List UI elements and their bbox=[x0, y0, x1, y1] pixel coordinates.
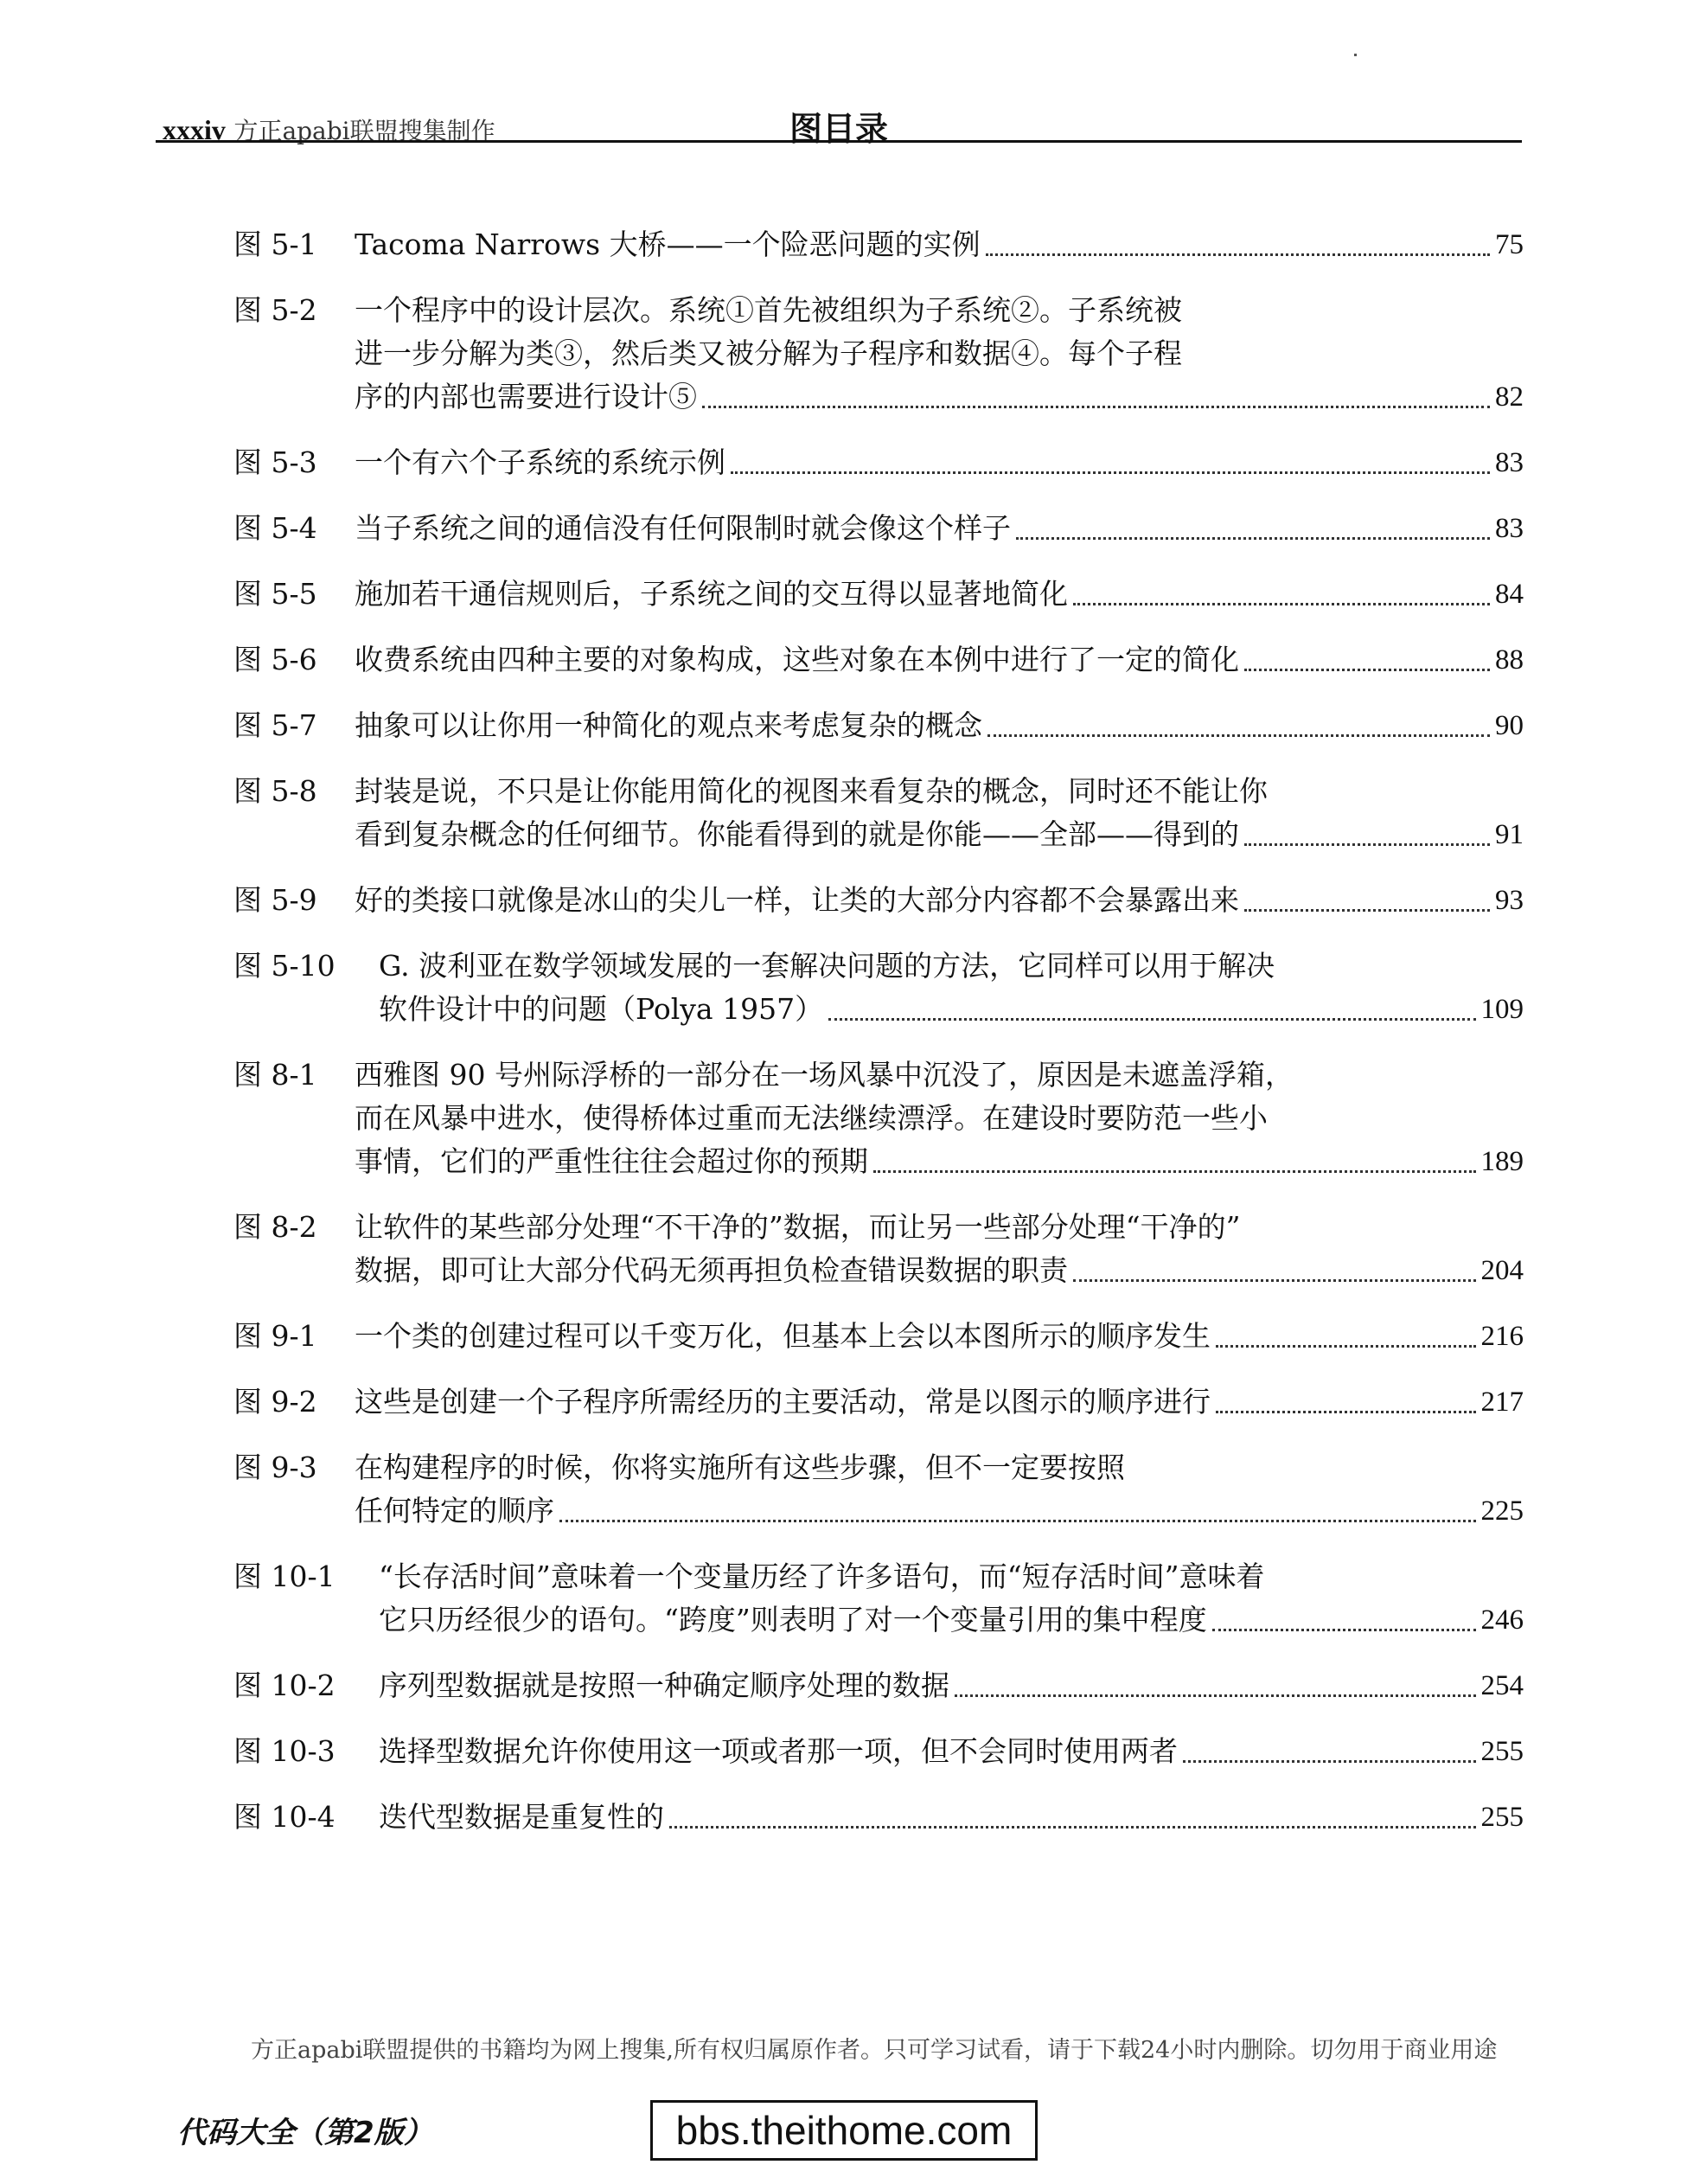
caption-text: 好的类接口就像是冰山的尖儿一样，让类的大部分内容都不会暴露出来 bbox=[355, 883, 1239, 917]
caption-line bbox=[355, 1380, 1524, 1424]
caption-line: 西雅图 90 号州际浮桥的一部分在一场风暴中沉没了，原因是未遮盖浮箱， bbox=[355, 1058, 1294, 1092]
caption-line bbox=[355, 573, 1524, 616]
figure-label: 图 9-2 bbox=[233, 1385, 317, 1419]
caption-text: 看到复杂概念的任何细节。你能看得到的就是你能——全部——得到的 bbox=[355, 817, 1239, 851]
caption-line bbox=[355, 1315, 1524, 1358]
figure-label: 图 10-4 bbox=[233, 1800, 336, 1834]
figure-label: 图 9-1 bbox=[233, 1319, 317, 1353]
page-ref: 217 bbox=[1480, 1387, 1524, 1418]
caption-text: 序的内部也需要进行设计⑤ bbox=[355, 380, 697, 413]
caption-text: 任何特定的顺序 bbox=[355, 1494, 554, 1528]
caption-text: Tacoma Narrows 大桥——一个险恶问题的实例 bbox=[355, 227, 981, 261]
caption-text: 序列型数据就是按照一种确定顺序处理的数据 bbox=[379, 1668, 949, 1702]
caption-text: 软件设计中的问题（Polya 1957） bbox=[379, 992, 824, 1026]
caption-line bbox=[355, 813, 1524, 856]
toc-entry[interactable] bbox=[233, 1555, 1524, 1642]
toc-entry[interactable] bbox=[233, 1730, 1524, 1773]
scan-speck bbox=[1354, 54, 1357, 56]
toc-entry[interactable] bbox=[233, 507, 1524, 550]
toc-entry[interactable] bbox=[233, 1206, 1524, 1292]
caption-text: 迭代型数据是重复性的 bbox=[379, 1800, 664, 1834]
toc-entry[interactable] bbox=[233, 879, 1524, 922]
figure-caption bbox=[379, 1555, 1524, 1642]
caption-text: 它只历经很少的语句。“跨度”则表明了对一个变量引用的集中程度 bbox=[379, 1603, 1207, 1636]
caption-text: 这些是创建一个子程序所需经历的主要活动，常是以图示的顺序进行 bbox=[355, 1385, 1211, 1419]
dot-leader bbox=[1216, 1345, 1476, 1348]
page-ref: 83 bbox=[1495, 447, 1524, 478]
dot-leader bbox=[828, 1018, 1475, 1021]
toc-entry[interactable] bbox=[233, 1446, 1524, 1533]
toc-entry[interactable] bbox=[233, 638, 1524, 682]
toc-entry[interactable] bbox=[233, 1054, 1524, 1183]
dot-leader bbox=[1244, 843, 1490, 846]
page-ref: 204 bbox=[1480, 1255, 1524, 1286]
figure-label: 图 10-3 bbox=[233, 1734, 336, 1768]
page-title: 图目录 bbox=[789, 110, 889, 148]
figure-caption bbox=[355, 1446, 1524, 1533]
figure-label: 图 5-8 bbox=[233, 774, 317, 808]
caption-text: 抽象可以让你用一种简化的观点来考虑复杂的概念 bbox=[355, 708, 982, 742]
figure-label: 图 5-10 bbox=[233, 949, 336, 983]
dot-leader bbox=[986, 253, 1490, 256]
figure-label: 图 5-6 bbox=[233, 643, 317, 676]
toc-entry[interactable] bbox=[233, 1796, 1524, 1839]
book-title: 代码大全（第2版） bbox=[177, 2116, 433, 2150]
header-divider bbox=[156, 140, 1522, 143]
figure-caption bbox=[355, 770, 1524, 856]
caption-line bbox=[355, 223, 1524, 266]
site-link[interactable]: bbs.theithome.com bbox=[650, 2100, 1038, 2161]
dot-leader bbox=[987, 734, 1490, 737]
caption-line bbox=[355, 1249, 1524, 1292]
dot-leader bbox=[1016, 537, 1490, 540]
dot-leader bbox=[669, 1826, 1476, 1829]
page-ref: 91 bbox=[1495, 819, 1524, 850]
toc-entry[interactable] bbox=[233, 945, 1524, 1031]
dot-leader bbox=[1244, 909, 1490, 912]
page-ref: 93 bbox=[1495, 885, 1524, 916]
caption-line bbox=[379, 988, 1524, 1031]
figure-caption bbox=[379, 1796, 1524, 1839]
figure-caption bbox=[355, 573, 1524, 616]
caption-text: 施加若干通信规则后，子系统之间的交互得以显著地简化 bbox=[355, 577, 1068, 611]
figure-caption bbox=[355, 441, 1524, 484]
caption-line bbox=[355, 879, 1524, 922]
page-ref: 82 bbox=[1495, 381, 1524, 413]
page-ref: 83 bbox=[1495, 513, 1524, 544]
toc-entry[interactable] bbox=[233, 441, 1524, 484]
caption-text: 收费系统由四种主要的对象构成，这些对象在本例中进行了一定的简化 bbox=[355, 643, 1239, 676]
dot-leader bbox=[1183, 1760, 1476, 1763]
figure-caption bbox=[355, 1315, 1524, 1358]
figure-list bbox=[233, 223, 1524, 1861]
page-ref: 254 bbox=[1480, 1670, 1524, 1701]
page-ref: 84 bbox=[1495, 579, 1524, 610]
figure-caption bbox=[379, 1730, 1524, 1773]
caption-line bbox=[379, 1796, 1524, 1839]
caption-line bbox=[355, 638, 1524, 682]
dot-leader bbox=[955, 1694, 1476, 1697]
caption-line bbox=[355, 441, 1524, 484]
figure-caption bbox=[355, 507, 1524, 550]
page-ref: 109 bbox=[1480, 994, 1524, 1025]
toc-entry[interactable] bbox=[233, 1380, 1524, 1424]
dot-leader bbox=[873, 1170, 1476, 1173]
dot-leader bbox=[702, 406, 1490, 408]
caption-line: “长存活时间”意味着一个变量历经了许多语句，而“短存活时间”意味着 bbox=[379, 1560, 1265, 1593]
figure-label: 图 8-1 bbox=[233, 1058, 317, 1092]
caption-line: 而在风暴中进水，使得桥体过重而无法继续漂浮。在建设时要防范一些小 bbox=[355, 1101, 1268, 1135]
copyright-notice: 方正apabi联盟提供的书籍均为网上搜集,所有权归属原作者。只可学习试看，请于下载24小时内删除。切勿用于商业用途 bbox=[251, 2037, 1498, 2064]
toc-entry[interactable] bbox=[233, 770, 1524, 856]
caption-text: 事情，它们的严重性往往会超过你的预期 bbox=[355, 1144, 868, 1178]
caption-text: 选择型数据允许你使用这一项或者那一项，但不会同时使用两者 bbox=[379, 1734, 1178, 1768]
caption-text: 一个类的创建过程可以千变万化，但基本上会以本图所示的顺序发生 bbox=[355, 1319, 1211, 1353]
figure-caption bbox=[355, 879, 1524, 922]
caption-text: 数据，即可让大部分代码无须再担负检查错误数据的职责 bbox=[355, 1253, 1068, 1287]
figure-caption bbox=[355, 704, 1524, 747]
figure-label: 图 5-2 bbox=[233, 293, 317, 327]
toc-entry[interactable] bbox=[233, 704, 1524, 747]
page-ref: 90 bbox=[1495, 710, 1524, 741]
caption-line: 让软件的某些部分处理“不干净的”数据，而让另一些部分处理“干净的” bbox=[355, 1210, 1241, 1244]
page-ref: 189 bbox=[1480, 1146, 1524, 1177]
dot-leader bbox=[1216, 1411, 1476, 1413]
figure-caption bbox=[379, 945, 1524, 1031]
figure-caption bbox=[355, 289, 1524, 419]
page-ref: 216 bbox=[1480, 1321, 1524, 1352]
toc-entry[interactable] bbox=[233, 573, 1524, 616]
page-ref: 255 bbox=[1480, 1736, 1524, 1767]
caption-line: 进一步分解为类③，然后类又被分解为子程序和数据④。每个子程 bbox=[355, 336, 1182, 370]
caption-line bbox=[355, 1489, 1524, 1533]
figure-caption bbox=[355, 1054, 1524, 1183]
page-header bbox=[163, 102, 1520, 154]
caption-line: 在构建程序的时候，你将实施所有这些步骤，但不一定要按照 bbox=[355, 1451, 1125, 1484]
page-ref: 88 bbox=[1495, 644, 1524, 676]
figure-label: 图 5-3 bbox=[233, 445, 317, 479]
caption-line: 封装是说，不只是让你能用简化的视图来看复杂的概念，同时还不能让你 bbox=[355, 774, 1268, 808]
caption-line bbox=[355, 1140, 1524, 1183]
figure-caption bbox=[355, 638, 1524, 682]
dot-leader bbox=[731, 471, 1490, 474]
figure-label: 图 9-3 bbox=[233, 1451, 317, 1484]
caption-line bbox=[379, 1598, 1524, 1642]
dot-leader bbox=[559, 1520, 1476, 1522]
page-ref: 225 bbox=[1480, 1495, 1524, 1527]
toc-entry[interactable] bbox=[233, 223, 1524, 266]
figure-label: 图 5-7 bbox=[233, 708, 317, 742]
figure-caption bbox=[355, 1380, 1524, 1424]
figure-label: 图 5-9 bbox=[233, 883, 317, 917]
header-source: 方正apabi联盟搜集制作 bbox=[233, 117, 495, 145]
page-ref: 255 bbox=[1480, 1802, 1524, 1833]
toc-entry[interactable] bbox=[233, 1664, 1524, 1707]
caption-text: 一个有六个子系统的系统示例 bbox=[355, 445, 725, 479]
caption-line bbox=[355, 704, 1524, 747]
figure-label: 图 5-5 bbox=[233, 577, 317, 611]
figure-label: 图 8-2 bbox=[233, 1210, 317, 1244]
caption-line bbox=[355, 375, 1524, 419]
figure-label: 图 5-1 bbox=[233, 227, 317, 261]
caption-line: G. 波利亚在数学领域发展的一套解决问题的方法，它同样可以用于解决 bbox=[379, 949, 1275, 983]
caption-line: 一个程序中的设计层次。系统①首先被组织为子系统②。子系统被 bbox=[355, 293, 1182, 327]
figure-caption bbox=[355, 223, 1524, 266]
caption-text: 当子系统之间的通信没有任何限制时就会像这个样子 bbox=[355, 511, 1011, 545]
figure-label: 图 5-4 bbox=[233, 511, 317, 545]
toc-entry[interactable] bbox=[233, 289, 1524, 419]
figure-label: 图 10-2 bbox=[233, 1668, 336, 1702]
dot-leader bbox=[1073, 1279, 1476, 1282]
dot-leader bbox=[1073, 603, 1490, 605]
figure-caption bbox=[379, 1664, 1524, 1707]
page-ref: 246 bbox=[1480, 1604, 1524, 1636]
caption-line bbox=[355, 507, 1524, 550]
toc-entry[interactable] bbox=[233, 1315, 1524, 1358]
dot-leader bbox=[1212, 1629, 1476, 1631]
page-number: xxxiv bbox=[163, 114, 226, 145]
caption-line bbox=[379, 1664, 1524, 1707]
dot-leader bbox=[1244, 669, 1490, 671]
caption-line bbox=[379, 1730, 1524, 1773]
figure-label: 图 10-1 bbox=[233, 1560, 336, 1593]
figure-caption bbox=[355, 1206, 1524, 1292]
page-ref: 75 bbox=[1495, 229, 1524, 260]
